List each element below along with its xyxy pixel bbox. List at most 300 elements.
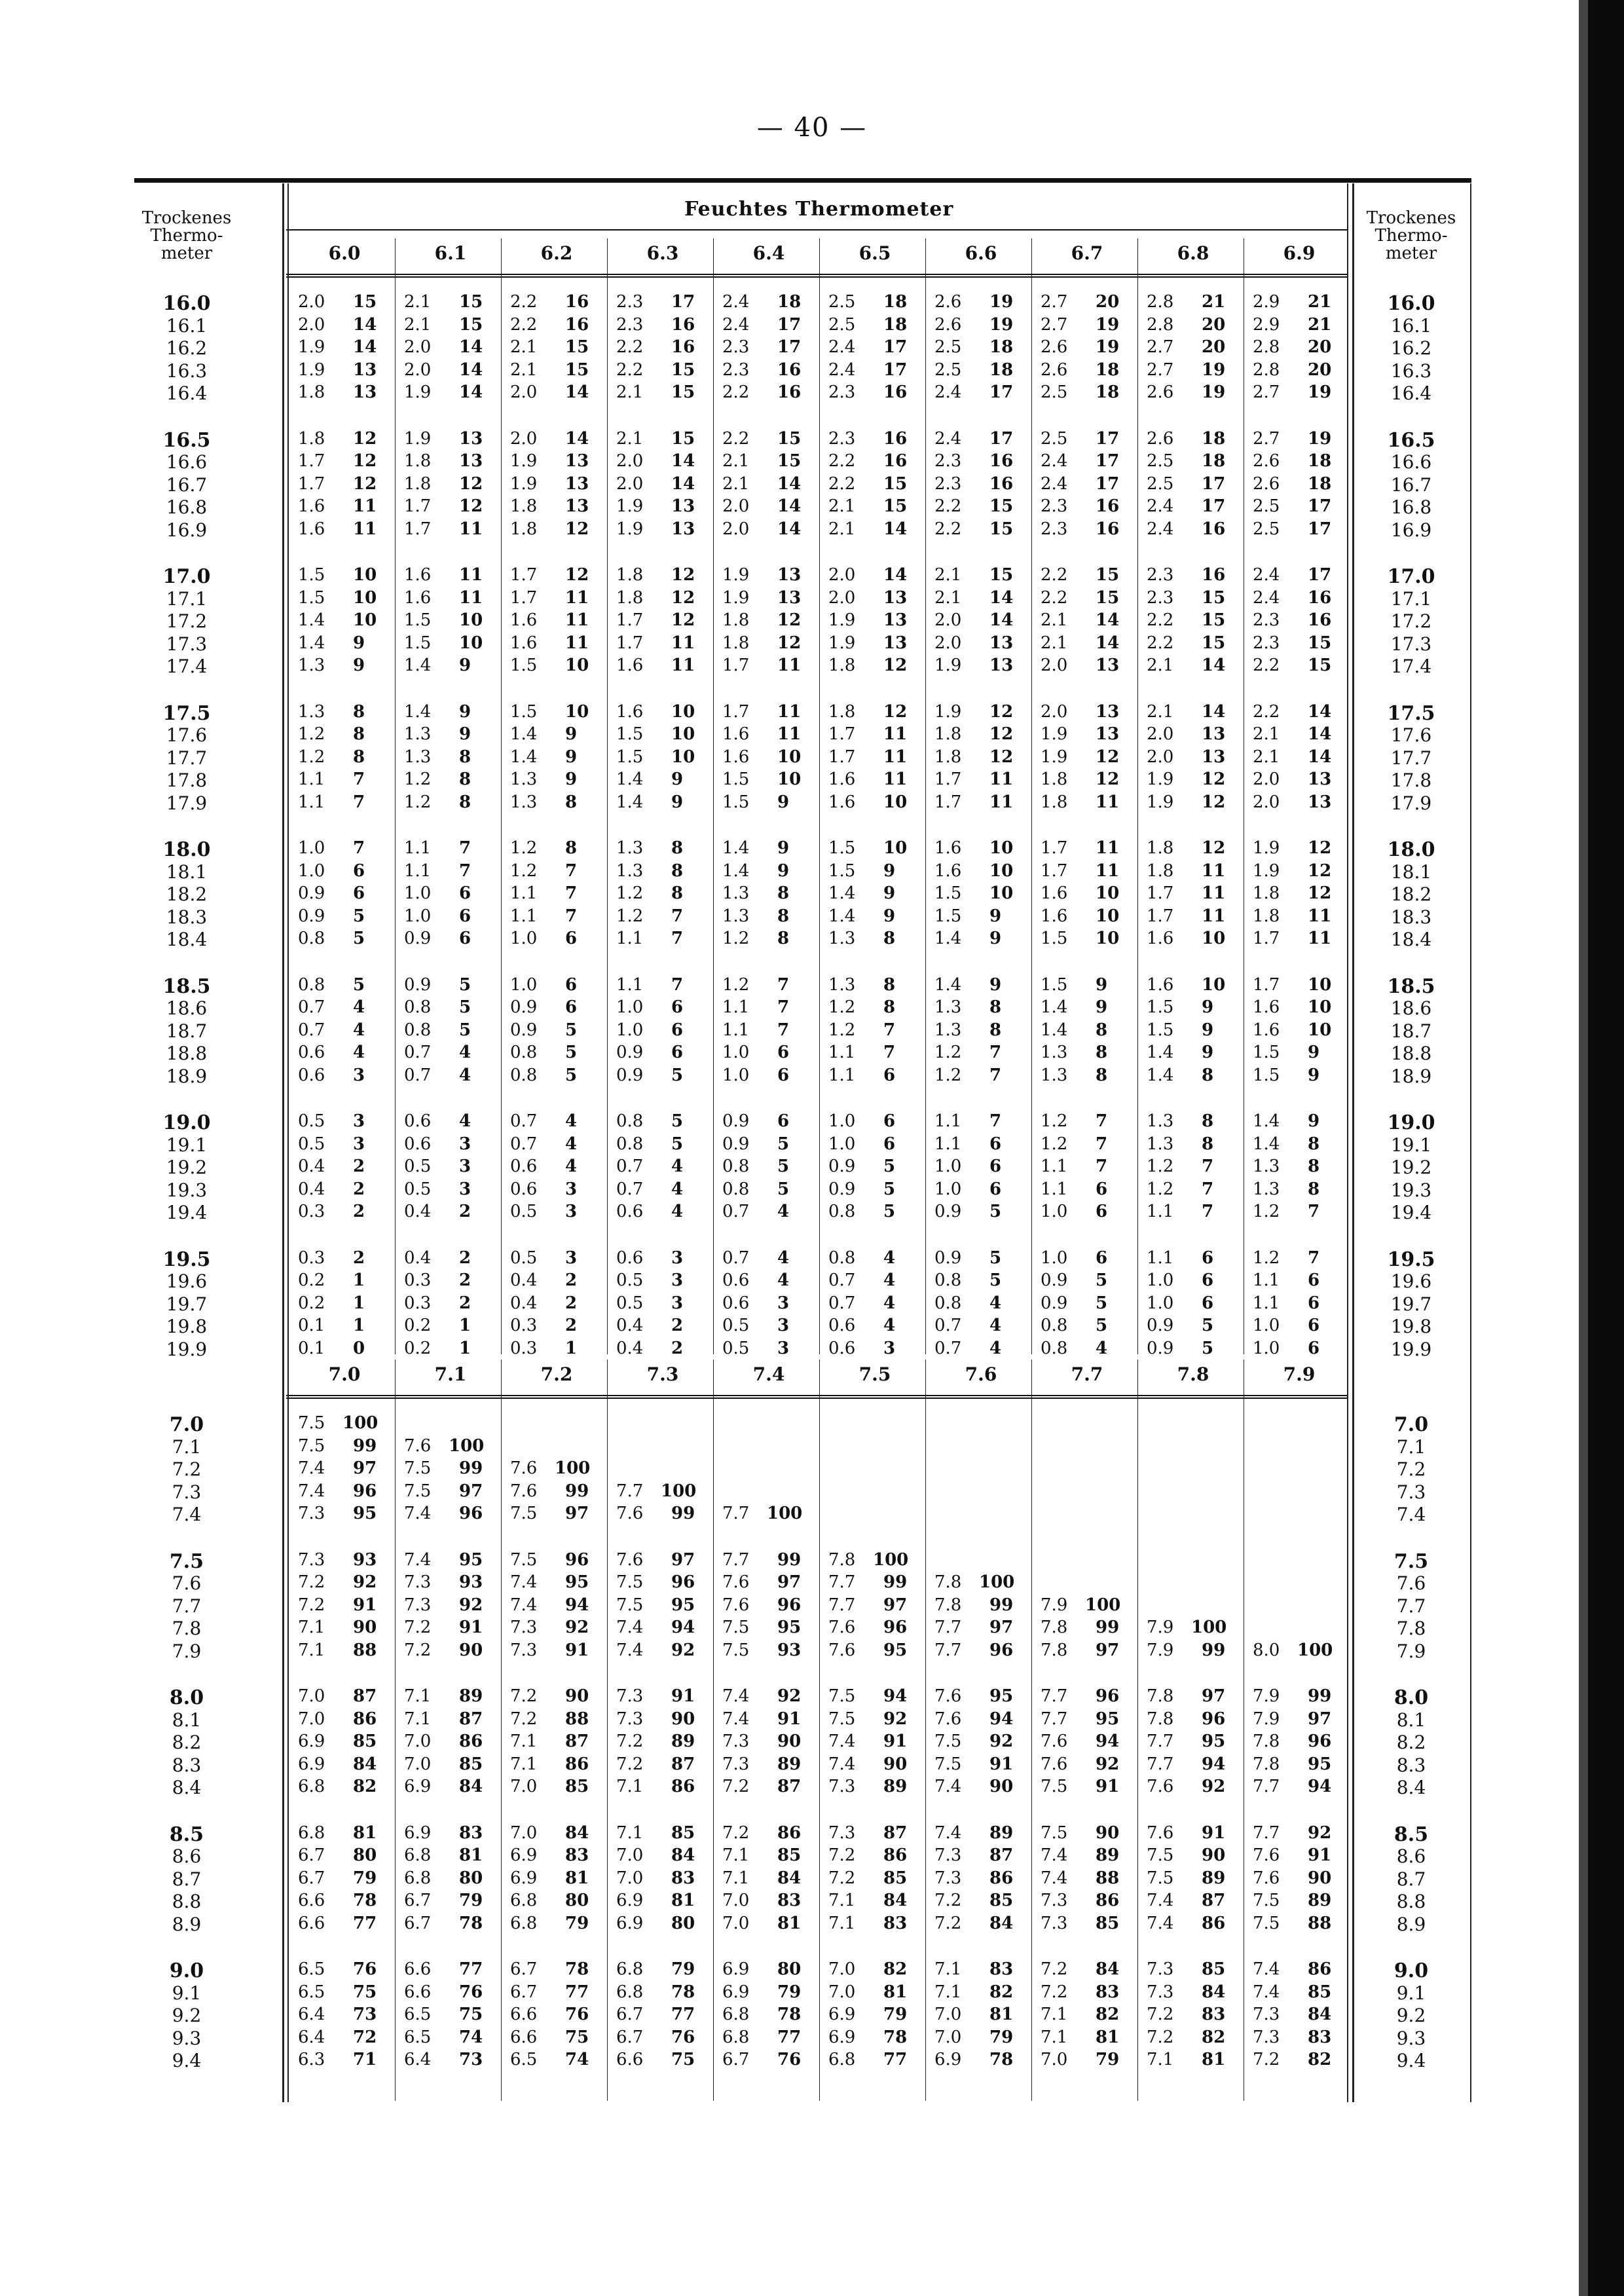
- dew-point-value: 2.1: [616, 428, 644, 449]
- row-label-left: 7.8: [172, 1618, 202, 1639]
- column-separator: [925, 1360, 926, 2101]
- relative-humidity-value: 95: [1202, 1731, 1226, 1751]
- dew-point-value: 7.0: [722, 1891, 750, 1910]
- dew-point-value: 2.0: [828, 587, 856, 608]
- dew-point-value: 2.0: [1041, 701, 1068, 722]
- relative-humidity-value: 13: [565, 496, 589, 516]
- dew-point-value: 2.2: [616, 360, 644, 380]
- relative-humidity-value: 76: [353, 1959, 377, 1979]
- relative-humidity-value: 97: [1202, 1686, 1226, 1706]
- dew-point-value: 6.6: [298, 1913, 325, 1933]
- relative-humidity-value: 15: [1096, 565, 1120, 585]
- dew-point-value: 7.7: [1253, 1823, 1280, 1843]
- row-label-right: 7.1: [1396, 1435, 1426, 1458]
- relative-humidity-value: 100: [449, 1435, 485, 1456]
- dew-point-value: 7.6: [616, 1549, 644, 1570]
- relative-humidity-value: 12: [883, 656, 908, 675]
- dew-point-value: 7.7: [1147, 1731, 1174, 1751]
- row-label-left: 19.6: [166, 1270, 208, 1292]
- row-label-left: 7.0: [169, 1413, 204, 1436]
- dew-point-value: 6.8: [404, 1868, 432, 1888]
- relative-humidity-value: 5: [883, 1202, 896, 1221]
- relative-humidity-value: 11: [1308, 906, 1332, 926]
- relative-humidity-value: 8: [989, 1020, 1002, 1040]
- dew-point-value: 2.8: [1253, 337, 1280, 357]
- relative-humidity-value: 9: [1202, 1043, 1214, 1062]
- relative-humidity-value: 95: [1308, 1754, 1332, 1774]
- relative-humidity-value: 3: [565, 1248, 578, 1268]
- dew-point-value: 0.5: [722, 1316, 750, 1335]
- relative-humidity-value: 7: [671, 974, 684, 995]
- relative-humidity-value: 84: [989, 1913, 1014, 1933]
- dew-point-value: 1.8: [1253, 906, 1280, 926]
- column-header: 6.1: [434, 242, 467, 264]
- dew-point-value: 6.8: [828, 2050, 856, 2069]
- relative-humidity-value: 78: [883, 2027, 908, 2047]
- relative-humidity-value: 4: [671, 1157, 684, 1176]
- relative-humidity-value: 5: [565, 1065, 578, 1085]
- relative-humidity-value: 2: [565, 1316, 578, 1335]
- row-label-right: 19.3: [1390, 1179, 1432, 1201]
- dew-point-value: 2.6: [1041, 360, 1068, 380]
- dew-point-value: 1.3: [1147, 1111, 1174, 1131]
- dew-point-value: 6.4: [298, 2005, 325, 2024]
- dew-point-value: 1.4: [722, 861, 750, 881]
- dew-point-value: 1.7: [1147, 906, 1174, 926]
- dew-point-value: 1.2: [616, 906, 644, 926]
- relative-humidity-value: 13: [883, 587, 908, 608]
- dew-point-value: 2.0: [616, 473, 644, 494]
- relative-humidity-value: 85: [565, 1777, 589, 1796]
- relative-humidity-value: 8: [1308, 1179, 1320, 1199]
- relative-humidity-value: 13: [1096, 724, 1120, 744]
- dew-point-value: 6.8: [722, 2005, 750, 2024]
- relative-humidity-value: 86: [883, 1845, 908, 1865]
- dew-point-value: 7.4: [510, 1595, 538, 1615]
- dew-point-value: 6.9: [510, 1845, 538, 1865]
- relative-humidity-value: 12: [777, 633, 802, 653]
- relative-humidity-value: 14: [989, 587, 1014, 608]
- relative-humidity-value: 95: [565, 1572, 589, 1592]
- relative-humidity-value: 4: [353, 1020, 365, 1040]
- dew-point-value: 2.4: [934, 428, 962, 449]
- dew-point-value: 7.2: [404, 1640, 432, 1660]
- relative-humidity-value: 96: [671, 1572, 695, 1592]
- relative-humidity-value: 2: [565, 1270, 578, 1290]
- relative-humidity-value: 96: [565, 1549, 589, 1570]
- dew-point-value: 1.0: [1041, 1248, 1068, 1268]
- dew-point-value: 7.6: [1147, 1777, 1174, 1796]
- dew-point-value: 0.8: [298, 974, 325, 995]
- dew-point-value: 0.6: [298, 1065, 325, 1085]
- relative-humidity-value: 77: [353, 1913, 377, 1933]
- relative-humidity-value: 14: [1308, 747, 1332, 767]
- row-label-right: 16.1: [1390, 314, 1432, 337]
- relative-humidity-value: 13: [353, 360, 377, 380]
- relative-humidity-value: 73: [353, 2005, 377, 2024]
- dew-point-value: 7.5: [510, 1549, 538, 1570]
- relative-humidity-value: 2: [565, 1293, 578, 1313]
- relative-humidity-value: 11: [671, 633, 695, 653]
- dew-point-value: 7.1: [510, 1754, 538, 1774]
- dew-point-value: 1.7: [1147, 883, 1174, 903]
- relative-humidity-value: 79: [353, 1868, 377, 1888]
- dew-point-value: 0.2: [298, 1270, 325, 1290]
- dew-point-value: 1.2: [1253, 1202, 1280, 1221]
- relative-humidity-value: 14: [1202, 701, 1226, 722]
- dew-point-value: 2.5: [1041, 382, 1068, 402]
- dew-point-value: 0.8: [722, 1157, 750, 1176]
- column-separator: [713, 238, 714, 1354]
- dew-point-value: 7.3: [722, 1754, 750, 1774]
- relative-humidity-value: 8: [1096, 1043, 1108, 1062]
- row-label-right: 8.5: [1393, 1823, 1429, 1846]
- relative-humidity-value: 100: [1297, 1640, 1333, 1660]
- relative-humidity-value: 13: [459, 428, 483, 449]
- column-header: 7.5: [858, 1363, 891, 1385]
- relative-humidity-value: 6: [565, 997, 578, 1017]
- relative-humidity-value: 13: [883, 633, 908, 653]
- relative-humidity-value: 16: [1202, 519, 1226, 539]
- relative-humidity-value: 92: [883, 1709, 908, 1729]
- row-label-left: 17.7: [166, 747, 208, 769]
- relative-humidity-value: 92: [671, 1640, 695, 1660]
- dew-point-value: 1.9: [1041, 747, 1068, 767]
- dew-point-value: 2.2: [828, 451, 856, 471]
- dew-point-value: 0.4: [616, 1338, 644, 1358]
- dew-point-value: 7.1: [1041, 2027, 1068, 2047]
- relative-humidity-value: 87: [459, 1709, 483, 1729]
- dew-point-value: 6.6: [510, 2027, 538, 2047]
- dew-point-value: 6.6: [404, 1959, 432, 1979]
- dew-point-value: 2.4: [722, 314, 750, 335]
- relative-humidity-value: 78: [777, 2005, 802, 2024]
- dew-point-value: 2.1: [1147, 701, 1174, 722]
- dew-point-value: 8.0: [1253, 1640, 1280, 1660]
- relative-humidity-value: 3: [565, 1202, 578, 1221]
- dew-point-value: 1.7: [934, 769, 962, 789]
- row-label-right: 9.2: [1396, 2005, 1426, 2026]
- relative-humidity-value: 86: [1308, 1959, 1332, 1979]
- right-double-rule: [1347, 183, 1348, 2102]
- dew-point-value: 1.3: [1147, 1134, 1174, 1154]
- relative-humidity-value: 7: [671, 929, 684, 948]
- relative-humidity-value: 84: [777, 1868, 802, 1888]
- dew-point-value: 1.4: [934, 929, 962, 948]
- dew-point-value: 2.5: [934, 360, 962, 380]
- dew-point-value: 1.1: [934, 1134, 962, 1154]
- relative-humidity-value: 87: [565, 1731, 589, 1751]
- relative-humidity-value: 9: [671, 769, 684, 789]
- relative-humidity-value: 100: [1191, 1618, 1227, 1637]
- relative-humidity-value: 77: [883, 2050, 908, 2069]
- relative-humidity-value: 7: [1202, 1179, 1214, 1199]
- relative-humidity-value: 8: [1202, 1134, 1214, 1154]
- relative-humidity-value: 91: [777, 1709, 802, 1729]
- row-label-right: 16.2: [1390, 337, 1432, 359]
- relative-humidity-value: 4: [989, 1338, 1002, 1358]
- row-label-left: 7.4: [172, 1504, 202, 1525]
- dew-point-value: 1.1: [298, 769, 325, 789]
- relative-humidity-value: 4: [1096, 1338, 1108, 1358]
- dew-point-value: 0.5: [404, 1157, 432, 1176]
- dew-point-value: 7.1: [1147, 2050, 1174, 2069]
- relative-humidity-value: 10: [671, 747, 695, 767]
- dew-point-value: 1.3: [722, 883, 750, 903]
- dew-point-value: 7.6: [722, 1595, 750, 1615]
- dew-point-value: 1.3: [828, 974, 856, 995]
- relative-humidity-value: 6: [883, 1134, 896, 1154]
- dew-point-value: 1.5: [616, 747, 644, 767]
- relative-humidity-value: 16: [1202, 565, 1226, 585]
- relative-humidity-value: 5: [1202, 1316, 1214, 1335]
- row-label-right: 7.3: [1396, 1481, 1426, 1503]
- relative-humidity-value: 1: [459, 1316, 471, 1335]
- relative-humidity-value: 12: [353, 473, 377, 494]
- relative-humidity-value: 16: [777, 360, 802, 380]
- relative-humidity-value: 20: [1202, 337, 1226, 357]
- dew-point-value: 7.6: [722, 1572, 750, 1592]
- relative-humidity-value: 2: [671, 1338, 684, 1358]
- dew-point-value: 7.8: [1253, 1754, 1280, 1774]
- dew-point-value: 1.9: [404, 382, 432, 402]
- dew-point-value: 0.5: [298, 1111, 325, 1131]
- row-label-left: 19.7: [166, 1293, 208, 1315]
- relative-humidity-value: 78: [459, 1913, 483, 1933]
- relative-humidity-value: 96: [459, 1504, 483, 1523]
- dew-point-value: 7.6: [1253, 1868, 1280, 1888]
- relative-humidity-value: 14: [1308, 701, 1332, 722]
- relative-humidity-value: 11: [777, 701, 802, 722]
- row-label-right: 18.3: [1390, 906, 1432, 928]
- relative-humidity-value: 91: [883, 1731, 908, 1751]
- outer-right-rule: [1470, 183, 1471, 2102]
- relative-humidity-value: 9: [883, 861, 896, 881]
- dew-point-value: 0.7: [934, 1316, 962, 1335]
- dew-point-value: 6.5: [510, 2050, 538, 2069]
- dew-point-value: 2.3: [616, 292, 644, 312]
- relative-humidity-value: 17: [883, 360, 908, 380]
- relative-humidity-value: 81: [1202, 2050, 1226, 2069]
- dew-point-value: 0.7: [404, 1043, 432, 1062]
- relative-humidity-value: 86: [353, 1709, 377, 1729]
- dew-point-value: 2.1: [828, 496, 856, 516]
- relative-humidity-value: 8: [459, 769, 471, 789]
- relative-humidity-value: 20: [1308, 360, 1332, 380]
- dew-point-value: 1.1: [616, 929, 644, 948]
- dew-point-value: 2.2: [510, 314, 538, 335]
- relative-humidity-value: 13: [459, 451, 483, 471]
- dew-point-value: 7.4: [616, 1618, 644, 1637]
- relative-humidity-value: 9: [565, 747, 578, 767]
- dew-point-value: 1.1: [1253, 1293, 1280, 1313]
- relative-humidity-value: 90: [1308, 1868, 1332, 1888]
- dew-point-value: 1.3: [1253, 1157, 1280, 1176]
- relative-humidity-value: 97: [989, 1618, 1014, 1637]
- dew-point-value: 2.4: [722, 292, 750, 312]
- dew-point-value: 1.6: [298, 496, 325, 516]
- relative-humidity-value: 5: [883, 1179, 896, 1199]
- relative-humidity-value: 16: [671, 337, 695, 357]
- dew-point-value: 7.3: [404, 1595, 432, 1615]
- row-label-left: 9.3: [172, 2027, 202, 2049]
- dew-point-value: 2.7: [1253, 428, 1280, 449]
- dew-point-value: 0.7: [828, 1293, 856, 1313]
- dew-point-value: 0.7: [722, 1248, 750, 1268]
- dew-point-value: 1.7: [828, 724, 856, 744]
- relative-humidity-value: 3: [459, 1157, 471, 1176]
- dew-point-value: 1.6: [828, 769, 856, 789]
- relative-humidity-value: 89: [883, 1777, 908, 1796]
- dew-point-value: 7.3: [298, 1549, 325, 1570]
- dew-point-value: 7.0: [510, 1777, 538, 1796]
- dew-point-value: 7.5: [722, 1640, 750, 1660]
- dew-point-value: 6.6: [404, 1982, 432, 2002]
- relative-humidity-value: 85: [1202, 1959, 1226, 1979]
- dew-point-value: 7.9: [1041, 1595, 1068, 1615]
- relative-humidity-value: 8: [1096, 1065, 1108, 1085]
- relative-humidity-value: 85: [1308, 1982, 1332, 2002]
- dew-point-value: 0.3: [298, 1202, 325, 1221]
- dew-point-value: 0.6: [510, 1157, 538, 1176]
- dew-point-value: 0.5: [404, 1179, 432, 1199]
- relative-humidity-value: 13: [565, 473, 589, 494]
- dew-point-value: 6.7: [722, 2050, 750, 2069]
- column-separator: [607, 1360, 608, 2101]
- relative-humidity-value: 7: [1202, 1157, 1214, 1176]
- relative-humidity-value: 84: [1202, 1982, 1226, 2002]
- relative-humidity-value: 87: [989, 1845, 1014, 1865]
- row-label-left: 7.6: [172, 1572, 202, 1594]
- relative-humidity-value: 18: [1308, 473, 1332, 494]
- relative-humidity-value: 6: [459, 906, 471, 926]
- relative-humidity-value: 14: [1096, 610, 1120, 630]
- relative-humidity-value: 10: [1096, 906, 1120, 926]
- dew-point-value: 1.5: [510, 701, 538, 722]
- relative-humidity-value: 10: [459, 633, 483, 653]
- dew-point-value: 1.2: [1147, 1179, 1174, 1199]
- dew-point-value: 1.4: [404, 701, 432, 722]
- dew-point-value: 1.7: [616, 610, 644, 630]
- dew-point-value: 0.6: [616, 1202, 644, 1221]
- dew-point-value: 0.4: [298, 1179, 325, 1199]
- relative-humidity-value: 15: [671, 428, 695, 449]
- row-label-right: 18.8: [1390, 1043, 1432, 1064]
- relative-humidity-value: 97: [777, 1572, 802, 1592]
- dew-point-value: 0.4: [298, 1157, 325, 1176]
- row-label-right: 7.7: [1396, 1595, 1426, 1617]
- dew-point-value: 0.5: [510, 1202, 538, 1221]
- relative-humidity-value: 92: [565, 1618, 589, 1637]
- dew-point-value: 7.2: [828, 1845, 856, 1865]
- relative-humidity-value: 84: [353, 1754, 377, 1774]
- dew-point-value: 1.6: [1041, 906, 1068, 926]
- dew-point-value: 0.3: [404, 1270, 432, 1290]
- relative-humidity-value: 83: [565, 1845, 589, 1865]
- dew-point-value: 1.7: [722, 656, 750, 675]
- dew-point-value: 2.0: [1253, 792, 1280, 812]
- relative-humidity-value: 1: [565, 1338, 578, 1358]
- dew-point-value: 0.7: [616, 1179, 644, 1199]
- dew-point-value: 7.5: [616, 1595, 644, 1615]
- relative-humidity-value: 7: [353, 838, 365, 858]
- dew-point-value: 1.0: [1041, 1202, 1068, 1221]
- relative-humidity-value: 7: [671, 906, 684, 926]
- dew-point-value: 1.5: [510, 656, 538, 675]
- dew-point-value: 1.3: [298, 701, 325, 722]
- dew-point-value: 7.3: [616, 1709, 644, 1729]
- dew-point-value: 7.9: [1147, 1640, 1174, 1660]
- dew-point-value: 0.6: [722, 1293, 750, 1313]
- relative-humidity-value: 19: [1096, 337, 1120, 357]
- relative-humidity-value: 80: [353, 1845, 377, 1865]
- relative-humidity-value: 19: [989, 314, 1014, 335]
- dew-point-value: 0.9: [1147, 1316, 1174, 1335]
- relative-humidity-value: 81: [565, 1868, 589, 1888]
- dew-point-value: 7.0: [298, 1686, 325, 1706]
- relative-humidity-value: 7: [353, 792, 365, 812]
- relative-humidity-value: 7: [1096, 1157, 1108, 1176]
- relative-humidity-value: 94: [671, 1618, 695, 1637]
- dew-point-value: 6.3: [298, 2050, 325, 2069]
- dew-point-value: 7.1: [828, 1891, 856, 1910]
- relative-humidity-value: 7: [1308, 1248, 1320, 1268]
- row-label-right: 8.7: [1396, 1868, 1426, 1890]
- dew-point-value: 1.3: [510, 792, 538, 812]
- dew-point-value: 0.3: [298, 1248, 325, 1268]
- dew-point-value: 7.0: [404, 1731, 432, 1751]
- relative-humidity-value: 75: [671, 2050, 695, 2069]
- relative-humidity-value: 75: [565, 2027, 589, 2047]
- row-label-right: 7.9: [1396, 1640, 1426, 1662]
- dew-point-value: 2.2: [510, 292, 538, 312]
- relative-humidity-value: 13: [671, 519, 695, 539]
- dew-point-value: 2.5: [1147, 473, 1174, 494]
- dew-point-value: 7.3: [934, 1868, 962, 1888]
- row-label-left: 18.4: [166, 929, 208, 950]
- dew-point-value: 0.9: [934, 1202, 962, 1221]
- dew-point-value: 1.6: [1041, 883, 1068, 903]
- dew-point-value: 1.2: [404, 792, 432, 812]
- relative-humidity-value: 76: [565, 2005, 589, 2024]
- relative-humidity-value: 94: [565, 1595, 589, 1615]
- relative-humidity-value: 7: [777, 997, 790, 1017]
- dew-point-value: 1.6: [934, 838, 962, 858]
- dew-point-value: 6.8: [404, 1845, 432, 1865]
- relative-humidity-value: 12: [671, 610, 695, 630]
- relative-humidity-value: 95: [671, 1595, 695, 1615]
- relative-humidity-value: 4: [883, 1316, 896, 1335]
- dew-point-value: 2.3: [722, 337, 750, 357]
- dew-point-value: 1.9: [298, 337, 325, 357]
- dew-point-value: 1.2: [722, 974, 750, 995]
- dew-point-value: 1.8: [510, 496, 538, 516]
- dew-point-value: 0.5: [510, 1248, 538, 1268]
- relative-humidity-value: 12: [353, 451, 377, 471]
- dew-point-value: 1.2: [510, 861, 538, 881]
- dew-point-value: 1.3: [934, 997, 962, 1017]
- relative-humidity-value: 7: [777, 974, 790, 995]
- row-label-right: 16.9: [1390, 519, 1432, 541]
- dew-point-value: 1.7: [404, 496, 432, 516]
- relative-humidity-value: 85: [883, 1868, 908, 1888]
- dew-point-value: 1.4: [1041, 1020, 1068, 1040]
- dew-point-value: 1.0: [298, 838, 325, 858]
- relative-humidity-value: 5: [1202, 1338, 1214, 1358]
- dew-point-value: 7.8: [1041, 1640, 1068, 1660]
- relative-humidity-value: 14: [1202, 656, 1226, 675]
- column-separator: [819, 1360, 820, 2101]
